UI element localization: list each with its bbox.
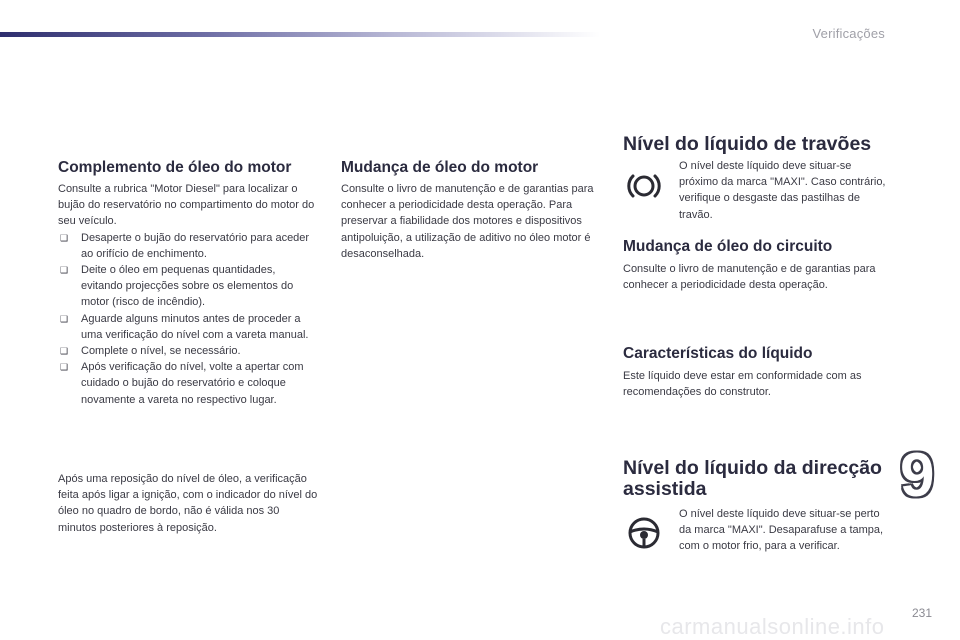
oil-topup-title: Complemento de óleo do motor [58, 159, 292, 176]
list-item: ❑ Desaperte o bujão do reservatório para aceder ao orifício de enchimento. [60, 231, 310, 260]
steering-fluid-body: O nível deste líquido deve situar-se perto da marca "MAXI". Desaparafuse a tampa, com o motor frio, para a verificar. [679, 508, 884, 553]
oil-change-title: Mudança de óleo do motor [341, 159, 539, 176]
list-item: ❑ Após verificação do nível, volte a apertar com cuidado o bujão do reservatório e coloque novamente a vareta no respectivo lugar. [60, 361, 304, 406]
oil-topup-note: Após uma reposição do nível de óleo, a verificação feita após ligar a ignição, com o indicador do nível do óleo no quadro de bordo, não é válida nos 30 minutos posteriores à reposição. [58, 473, 318, 534]
bullet-icon: ❑ [60, 362, 69, 373]
fluid-characteristics-body: Este líquido deve estar em conformidade com as recomendações do construtor. [623, 370, 862, 399]
bullet-icon: ❑ [60, 346, 69, 357]
brake-warning-icon [624, 166, 664, 206]
page-number: 231 [912, 606, 933, 620]
oil-topup-body [58, 181, 320, 408]
bullet-icon: ❑ [60, 265, 69, 276]
bullet-icon: ❑ [60, 313, 69, 324]
oil-change-body: Consulte o livro de manutenção e de garantias para conhecer a periodicidade desta operação. Para preservar a fiabilidade dos motores e dispositivos antipoluição, a utilização de aditivo no óleo motor é desaconselhada. [341, 183, 594, 260]
header-accent-bar [0, 32, 600, 37]
steering-wheel-icon [624, 513, 664, 553]
steering-fluid-title: Nível do líquido da direcção assistida [623, 457, 882, 500]
list-item: ❑ Deite o óleo em pequenas quantidades, evitando projecções sobre os elementos do motor (risco de incêndio). [60, 264, 294, 309]
brake-fluid-title: Nível do líquido de travões [623, 133, 872, 155]
oil-topup-steps [58, 230, 320, 408]
bullet-icon: ❑ [60, 232, 69, 243]
circuit-oil-title: Mudança de óleo do circuito [623, 238, 833, 255]
chapter-number: 9 [900, 441, 935, 510]
watermark: carmanualsonline.info [660, 614, 885, 639]
list-item: ❑ Aguarde alguns minutos antes de proceder a uma verificação do nível com a vareta manual. [60, 312, 309, 341]
circuit-oil-body: Consulte o livro de manutenção e de garantias para conhecer a periodicidade desta operação. [623, 263, 876, 292]
section-label: Verificações [812, 26, 885, 41]
brake-fluid-body: O nível deste líquido deve situar-se próximo da marca "MAXI". Caso contrário, verifique o desgaste das pastilhas de travão. [679, 160, 886, 221]
oil-topup-intro: Consulte a rubrica "Motor Diesel" para localizar o bujão do reservatório no compartimento do motor do seu veículo. [58, 183, 315, 228]
list-item: ❑ Complete o nível, se necessário. [58, 343, 320, 359]
fluid-characteristics-title: Características do líquido [623, 345, 813, 362]
